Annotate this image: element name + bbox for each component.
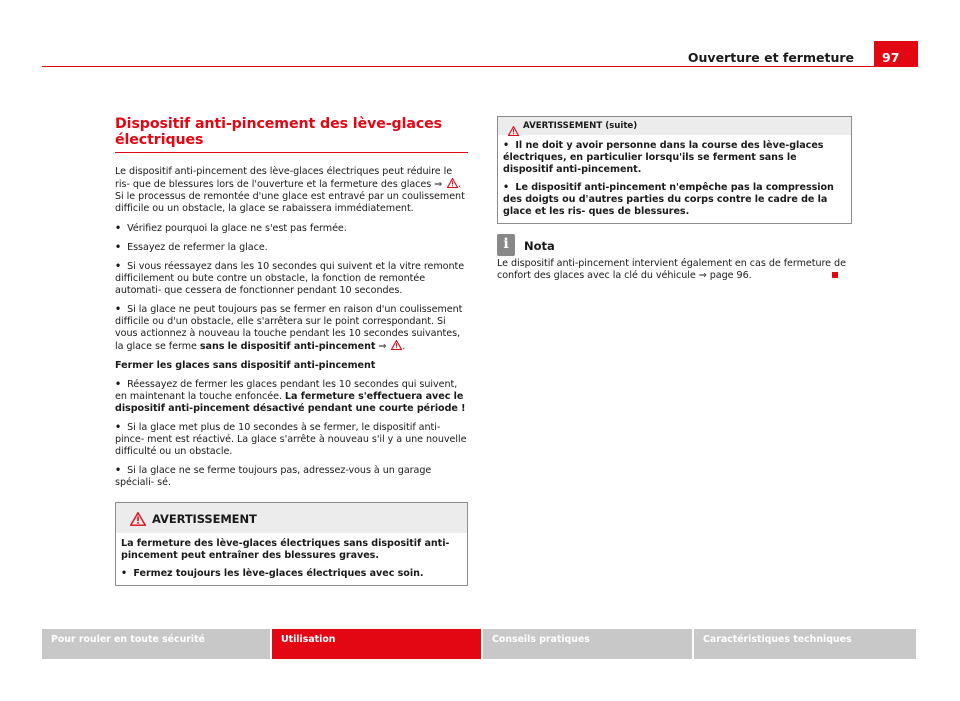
note-text-block (497, 258, 852, 282)
warning-text: La fermeture des lève-glaces électriques sans dispositif anti-pincement peut entraîner des blessures graves. (121, 538, 450, 561)
intro-text-c: . Si le (115, 179, 462, 202)
page-header-title: Ouverture et fermeture (687, 50, 854, 65)
list-item: • Le dispositif anti-pincement n'empêche pas la compression des doigts ou d'autres parties du corps contre le cadre de la glace et les ris- ques de blessures. (503, 182, 834, 217)
warning-continued-header (498, 117, 851, 135)
list-item: • Si vous réessayez dans les 10 secondes qui suivent et la vitre remonte difficilement ou bute contre un obstacle, la fonction de remontée automati- que cessera de fonctionner pendant 10 secondes. (115, 261, 465, 296)
list-item: • Réessayez de fermer les glaces pendant les 10 secondes qui suivent, en maintenant la touche enfoncée. La fermeture s'effectuera avec le dispositif anti-pincement désactivé pendant une courte période ! (115, 379, 466, 414)
warning-box (115, 502, 468, 586)
footer-nav (42, 629, 918, 659)
list-item: • Fermez toujours les lève-glaces électriques avec soin. (121, 568, 424, 579)
list-item: • Il ne doit y avoir personne dans la course des lève-glaces électriques, en particulier lorsqu'ils se ferment sans le dispositif anti-pincement. (503, 140, 824, 175)
warning-triangle-icon (391, 340, 402, 350)
note-header (497, 234, 852, 258)
left-column (115, 116, 468, 586)
warning-continued-label: AVERTISSEMENT (suite) (523, 121, 638, 131)
intro-text-a: Le dispositif anti-pincement des lève-glaces électriques peut réduire le ris- (115, 166, 453, 190)
warning-box-body (116, 533, 467, 585)
subheading: Fermer les glaces sans dispositif anti-pincement (115, 360, 376, 371)
note-label: Nota (524, 239, 555, 253)
footer-tab-caracteristiques[interactable]: Caractéristiques techniques (694, 629, 916, 659)
right-column (497, 116, 852, 282)
list-item: • Si la glace ne se ferme toujours pas, adressez-vous à un garage spéciali- sé. (115, 465, 432, 488)
warning-triangle-icon (447, 178, 458, 188)
footer-tab-conseils[interactable]: Conseils pratiques (483, 629, 692, 659)
note-text: Le dispositif anti-pincement intervient également en cas de fermeture de confort des glaces avec la clé du véhicule ⇒ page 96. (497, 258, 846, 281)
list-item: • Essayez de refermer la glace. (115, 242, 268, 253)
page-number: 97 (874, 41, 918, 67)
intro-text-b: que de blessures lors de l'ouverture et la fermeture des glaces ⇒ (132, 179, 446, 190)
warning-continued-body (498, 135, 851, 223)
intro-text-d: processus de remontée d'une glace est entravé par un coulissement difficile ou un obstacle, la glace se rabaissera immédiatement. (115, 191, 465, 214)
footer-tab-safety[interactable]: Pour rouler en toute sécurité (42, 629, 270, 659)
warning-label: AVERTISSEMENT (152, 512, 257, 526)
list-item: • Si la glace ne peut toujours pas se fermer en raison d'un coulissement difficile ou d'un obstacle, elle s'arrêtera sur le point correspondant. Si vous actionnez à nouveau la touche pendant les 10 secondes suivantes, la glace se ferme sans le dispositif anti-pincement ⇒ . (115, 304, 463, 352)
warning-box-header (116, 503, 467, 533)
info-icon: i (497, 234, 515, 256)
footer-tab-utilisation[interactable]: Utilisation (272, 629, 481, 659)
intro-paragraph (115, 166, 468, 215)
end-of-section-marker (832, 272, 838, 278)
warning-triangle-icon (508, 121, 519, 140)
header-rule (42, 66, 918, 67)
warning-continued-box (497, 116, 852, 224)
list-item: • Si la glace met plus de 10 secondes à se fermer, le dispositif anti-pince- ment est réactivé. La glace s'arrête à nouveau s'il y a une nouvelle difficulté ou un obstacle. (115, 422, 467, 457)
section-title: Dispositif anti-pincement des lève-glaces électriques (115, 116, 468, 153)
list-item: • Vérifiez pourquoi la glace ne s'est pas fermée. (115, 223, 347, 234)
warning-triangle-icon (130, 511, 146, 530)
